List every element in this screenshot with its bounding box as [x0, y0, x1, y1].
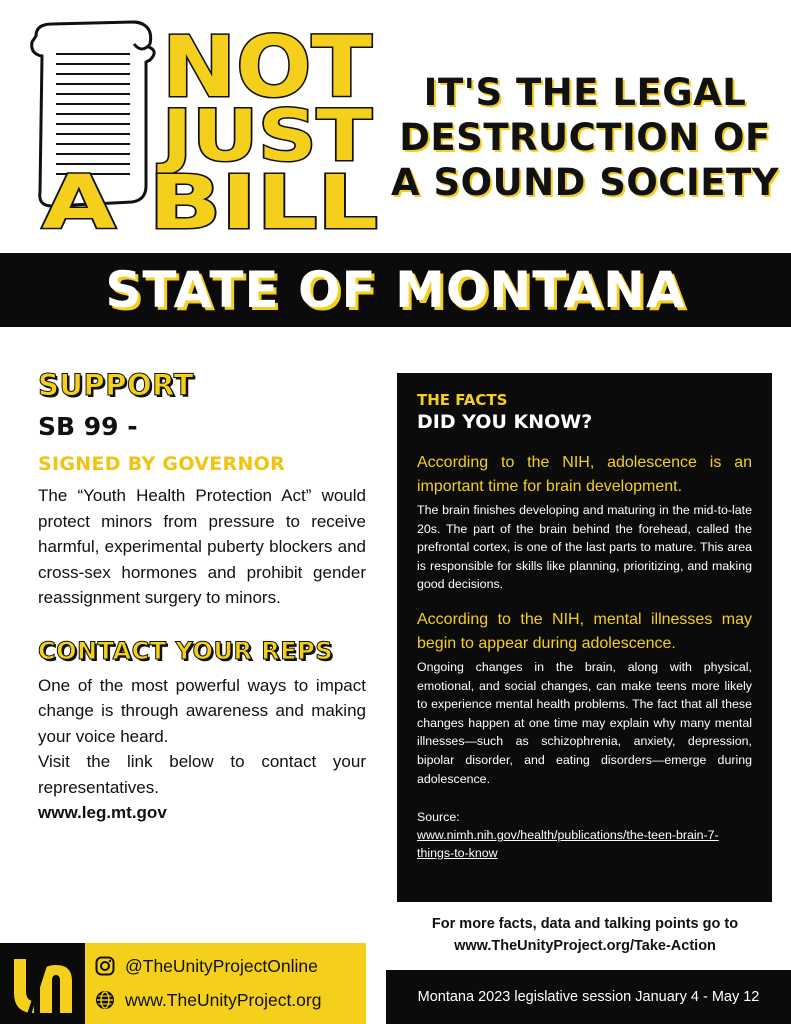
session-text: Montana 2023 legislative session January 4 - May 12	[417, 989, 760, 1005]
instagram-row[interactable]	[95, 949, 366, 983]
headline	[390, 70, 780, 205]
contact-heading: CONTACT YOUR REPS	[38, 636, 334, 665]
source-label: Source:	[417, 810, 460, 825]
logo-word-a-bill: A BILL	[42, 160, 378, 232]
left-column	[38, 368, 366, 825]
facts-title: DID YOU KNOW?	[417, 411, 593, 433]
support-heading: SUPPORT	[38, 368, 194, 402]
not-just-a-bill-logo	[22, 10, 382, 232]
headline-line: IT'S THE LEGAL	[423, 71, 747, 114]
fact-body: The brain finishes developing and maturing in the mid-to-late 20s. The part of the brain behind the forehead, called the prefrontal cortex, is one of the last parts to mature. This area is responsible for skills like planning, prioritizing, and making good decisions.	[417, 503, 752, 592]
logo-word-not: NOT	[162, 18, 372, 116]
contact-paragraph: Visit the link below to contact your representatives.	[38, 752, 366, 797]
bill-status: SIGNED BY GOVERNOR	[38, 453, 286, 475]
website-row[interactable]	[95, 983, 366, 1017]
fact-body: Ongoing changes in the brain, along with physical, emotional, and social changes, can make teens more likely to experience mental health problems. The fact that all these changes happen at one time may explain why many mental illnesses—such as schizophrenia, anxiety, depression, bipolar disorder, and eating disorders—emerge during adolescence.	[417, 659, 752, 786]
bill-description: The “Youth Health Protection Act” would protect minors from pressure to receive harmful, experimental puberty blockers and cross-sex hormones and prohibit gender reassignment surgery to minors.	[38, 486, 366, 607]
take-action-link[interactable]: www.TheUnityProject.org/Take-Action	[454, 938, 716, 954]
contact-paragraph: One of the most powerful ways to impact change is through awareness and making your voice heard.	[38, 675, 366, 746]
headline-line: A SOUND SOCIETY	[390, 161, 780, 204]
fact-lead: According to the NIH, mental illnesses may begin to appear during adolescence.	[417, 610, 752, 652]
unity-project-logo	[0, 943, 85, 1024]
instagram-handle: @TheUnityProjectOnline	[125, 955, 318, 976]
bill-number: SB 99 -	[38, 412, 138, 441]
social-panel	[85, 943, 366, 1024]
globe-icon	[95, 990, 115, 1010]
instagram-icon	[95, 956, 115, 976]
facts-kicker: THE FACTS	[417, 391, 508, 409]
facts-box	[397, 373, 772, 902]
state-banner	[0, 253, 791, 327]
headline-line: DESTRUCTION OF	[399, 116, 771, 159]
legislature-link[interactable]: www.leg.mt.gov	[38, 803, 167, 822]
fact-lead: According to the NIH, adolescence is an important time for brain development.	[417, 454, 752, 495]
website-url: www.TheUnityProject.org	[125, 989, 322, 1010]
more-info-text: For more facts, data and talking points go to	[431, 916, 739, 932]
session-banner	[386, 970, 791, 1024]
more-info	[390, 913, 780, 957]
source-link[interactable]: www.nimh.nih.gov/health/publications/the-teen-brain-7-things-to-know	[417, 828, 719, 861]
unity-project-logo-icon	[0, 943, 85, 1024]
state-banner-text: STATE OF MONTANA	[105, 261, 686, 319]
logo-word-just: JUST	[157, 95, 373, 177]
scroll-icon	[22, 10, 382, 232]
